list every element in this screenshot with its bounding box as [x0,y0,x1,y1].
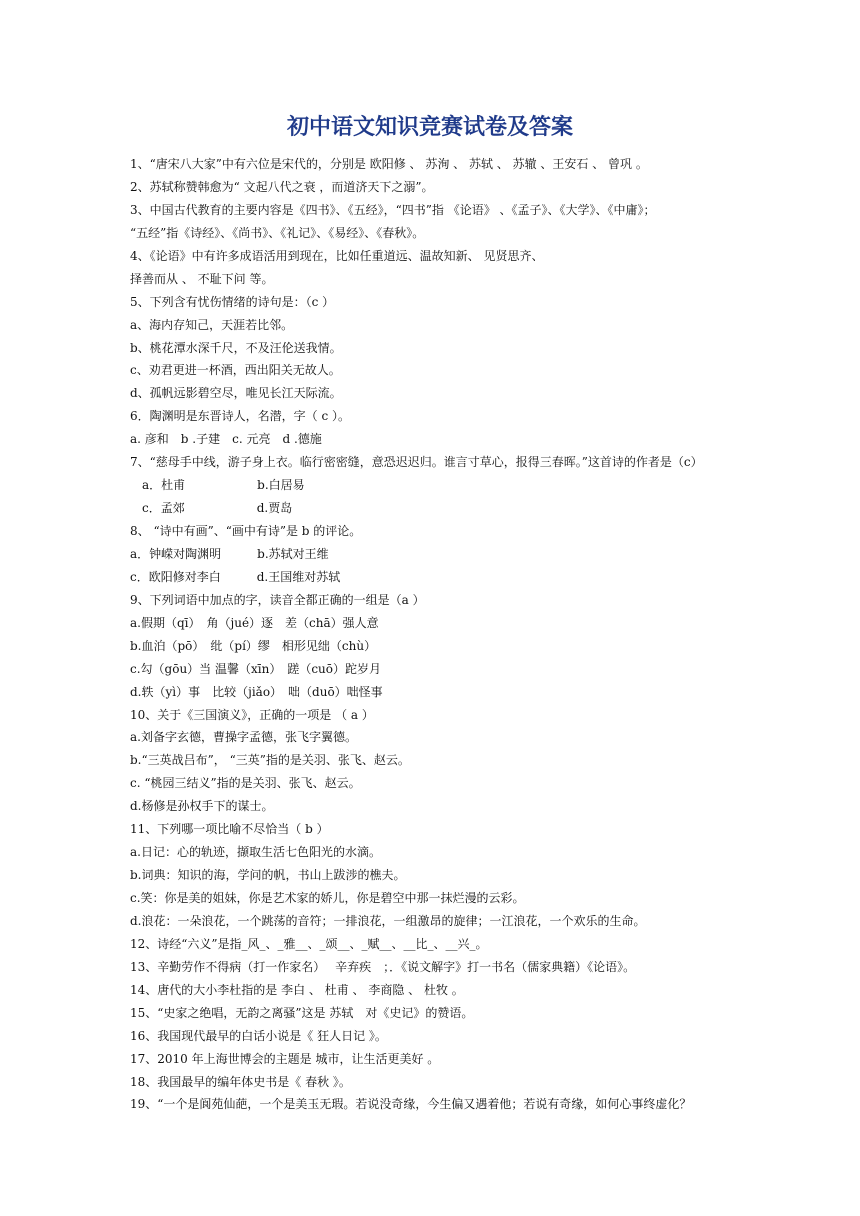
question-line: d.轶（yì）事 比较（jiǎo） 咄（duō）咄怪事 [130,684,383,699]
question-line: “五经”指《诗经》、《尚书》、《礼记》、《易经》、《春秋》。 [130,225,425,240]
question-line: c.笑：你是美的姐妹，你是艺术家的娇儿，你是碧空中那一抹烂漫的云彩。 [130,891,525,905]
question-line: 18、我国最早的编年体史书是《 春秋 》。 [130,1074,351,1089]
question-line: 16、我国现代最早的白话小说是《 狂人日记 》。 [130,1028,387,1043]
question-line: 5、下列含有忧伤情绪的诗句是：（c ） [130,294,335,309]
question-line: 3、中国古代教育的主要内容是《四书》、《五经》，“四书”指 《论语》 、《孟子》、《大学》、《中庸》； [130,202,656,217]
question-line: c. “桃园三结义”指的是关羽、张飞、赵云。 [130,776,361,791]
question-line: 择善而从 、 不耻下问 等。 [130,271,274,286]
question-line: 14、唐代的大小李杜指的是 李白 、 杜甫 、 李商隐 、 杜牧 。 [130,982,464,997]
question-line: 19、“一个是阆苑仙葩，一个是美玉无瑕。若说没奇缘，今生偏又遇着他；若说有奇缘，如何心事终虚化？ [130,1097,692,1112]
question-line: 7、“慈母手中线，游子身上衣。临行密密缝，意恐迟迟归。谁言寸草心，报得三春晖。”这首诗的作者是（c） [130,455,703,470]
question-line: 17、2010 年上海世博会的主题是 城市，让生活更美好 。 [130,1051,440,1066]
question-line: c.勾（gōu）当 温馨（xīn） 蹉（cuō）跎岁月 [130,661,381,676]
question-line: b.“三英战吕布”， “三英”指的是关羽、张飞、赵云。 [130,753,410,768]
question-line: c．欧阳修对李白 d.王国维对苏轼 [130,569,341,584]
question-list [130,153,750,1116]
question-line: 1、“唐宋八大家”中有六位是宋代的，分别是 欧阳修 、 苏洵 、 苏轼 、 苏辙 、王安石 、 曾巩 。 [130,157,648,171]
question-line: c、劝君更进一杯酒，西出阳关无故人。 [130,363,341,378]
question-line: 4、《论语》中有许多成语活用到现在，比如任重道远、温故知新、 见贤思齐、 [130,248,544,263]
question-line: d.浪花：一朵浪花，一个跳荡的音符；一排浪花，一组激昂的旋律；一江浪花，一个欢乐的生命。 [130,913,646,928]
question-line: a、海内存知己，天涯若比邻。 [130,317,294,332]
question-line: a．钟嵘对陶渊明 b.苏轼对王维 [130,546,329,561]
question-line: a．杜甫 b.白居易 [130,478,305,493]
document-title: 初中语文知识竞赛试卷及答案 [286,114,573,140]
question-line: 11、下列哪一项比喻不尽恰当（ b ） [130,822,329,837]
question-line: 10、关于《三国演义》，正确的一项是 （ a ） [130,707,374,722]
question-line: 8、 “诗中有画”、“画中有诗”是 b 的评论。 [130,524,362,538]
question-line: c．孟郊 d.贾岛 [130,501,293,516]
question-line: a.日记：心的轨迹，撷取生活七色阳光的水滴。 [130,845,381,860]
question-line: 15、“史家之绝唱，无韵之离骚”这是 苏轼 对《史记》的赞语。 [130,1005,474,1020]
question-line: a. 彦和 b .子建 c. 元亮 d .德施 [130,432,322,447]
question-line: 6．陶渊明是东晋诗人，名潜，字（ c ）。 [130,409,350,424]
question-line: a.假期（qī） 角（jué）逐 差（chā）强人意 [130,615,379,630]
question-line: 12、诗经“六义”是指_风_、_雅__、_颂__、_赋__、__比_、__兴_。 [130,936,488,951]
question-line: b.血泊（pō） 纰（pí）缪 相形见绌（chù） [130,638,377,653]
question-line: b.词典：知识的海，学问的帆，书山上跋涉的樵夫。 [130,868,406,883]
question-line: 2、苏轼称赞韩愈为“ 文起八代之衰 ，而道济天下之溺”。 [130,179,434,194]
question-line: d.杨修是孙权手下的谋士。 [130,799,274,814]
question-line: 13、辛勤劳作不得病（打一作家名） 辛弃疾 ；．《说文解字》打一书名（儒家典籍）《论语》。 [130,959,636,974]
question-line: 9、下列词语中加点的字，读音全都正确的一组是（a ） [130,592,425,607]
question-line: d、孤帆远影碧空尽，唯见长江天际流。 [130,386,342,401]
question-line: a.刘备字玄德，曹操字孟德，张飞字翼德。 [130,730,357,745]
question-line: b、桃花潭水深千尺，不及汪伦送我情。 [130,340,342,355]
